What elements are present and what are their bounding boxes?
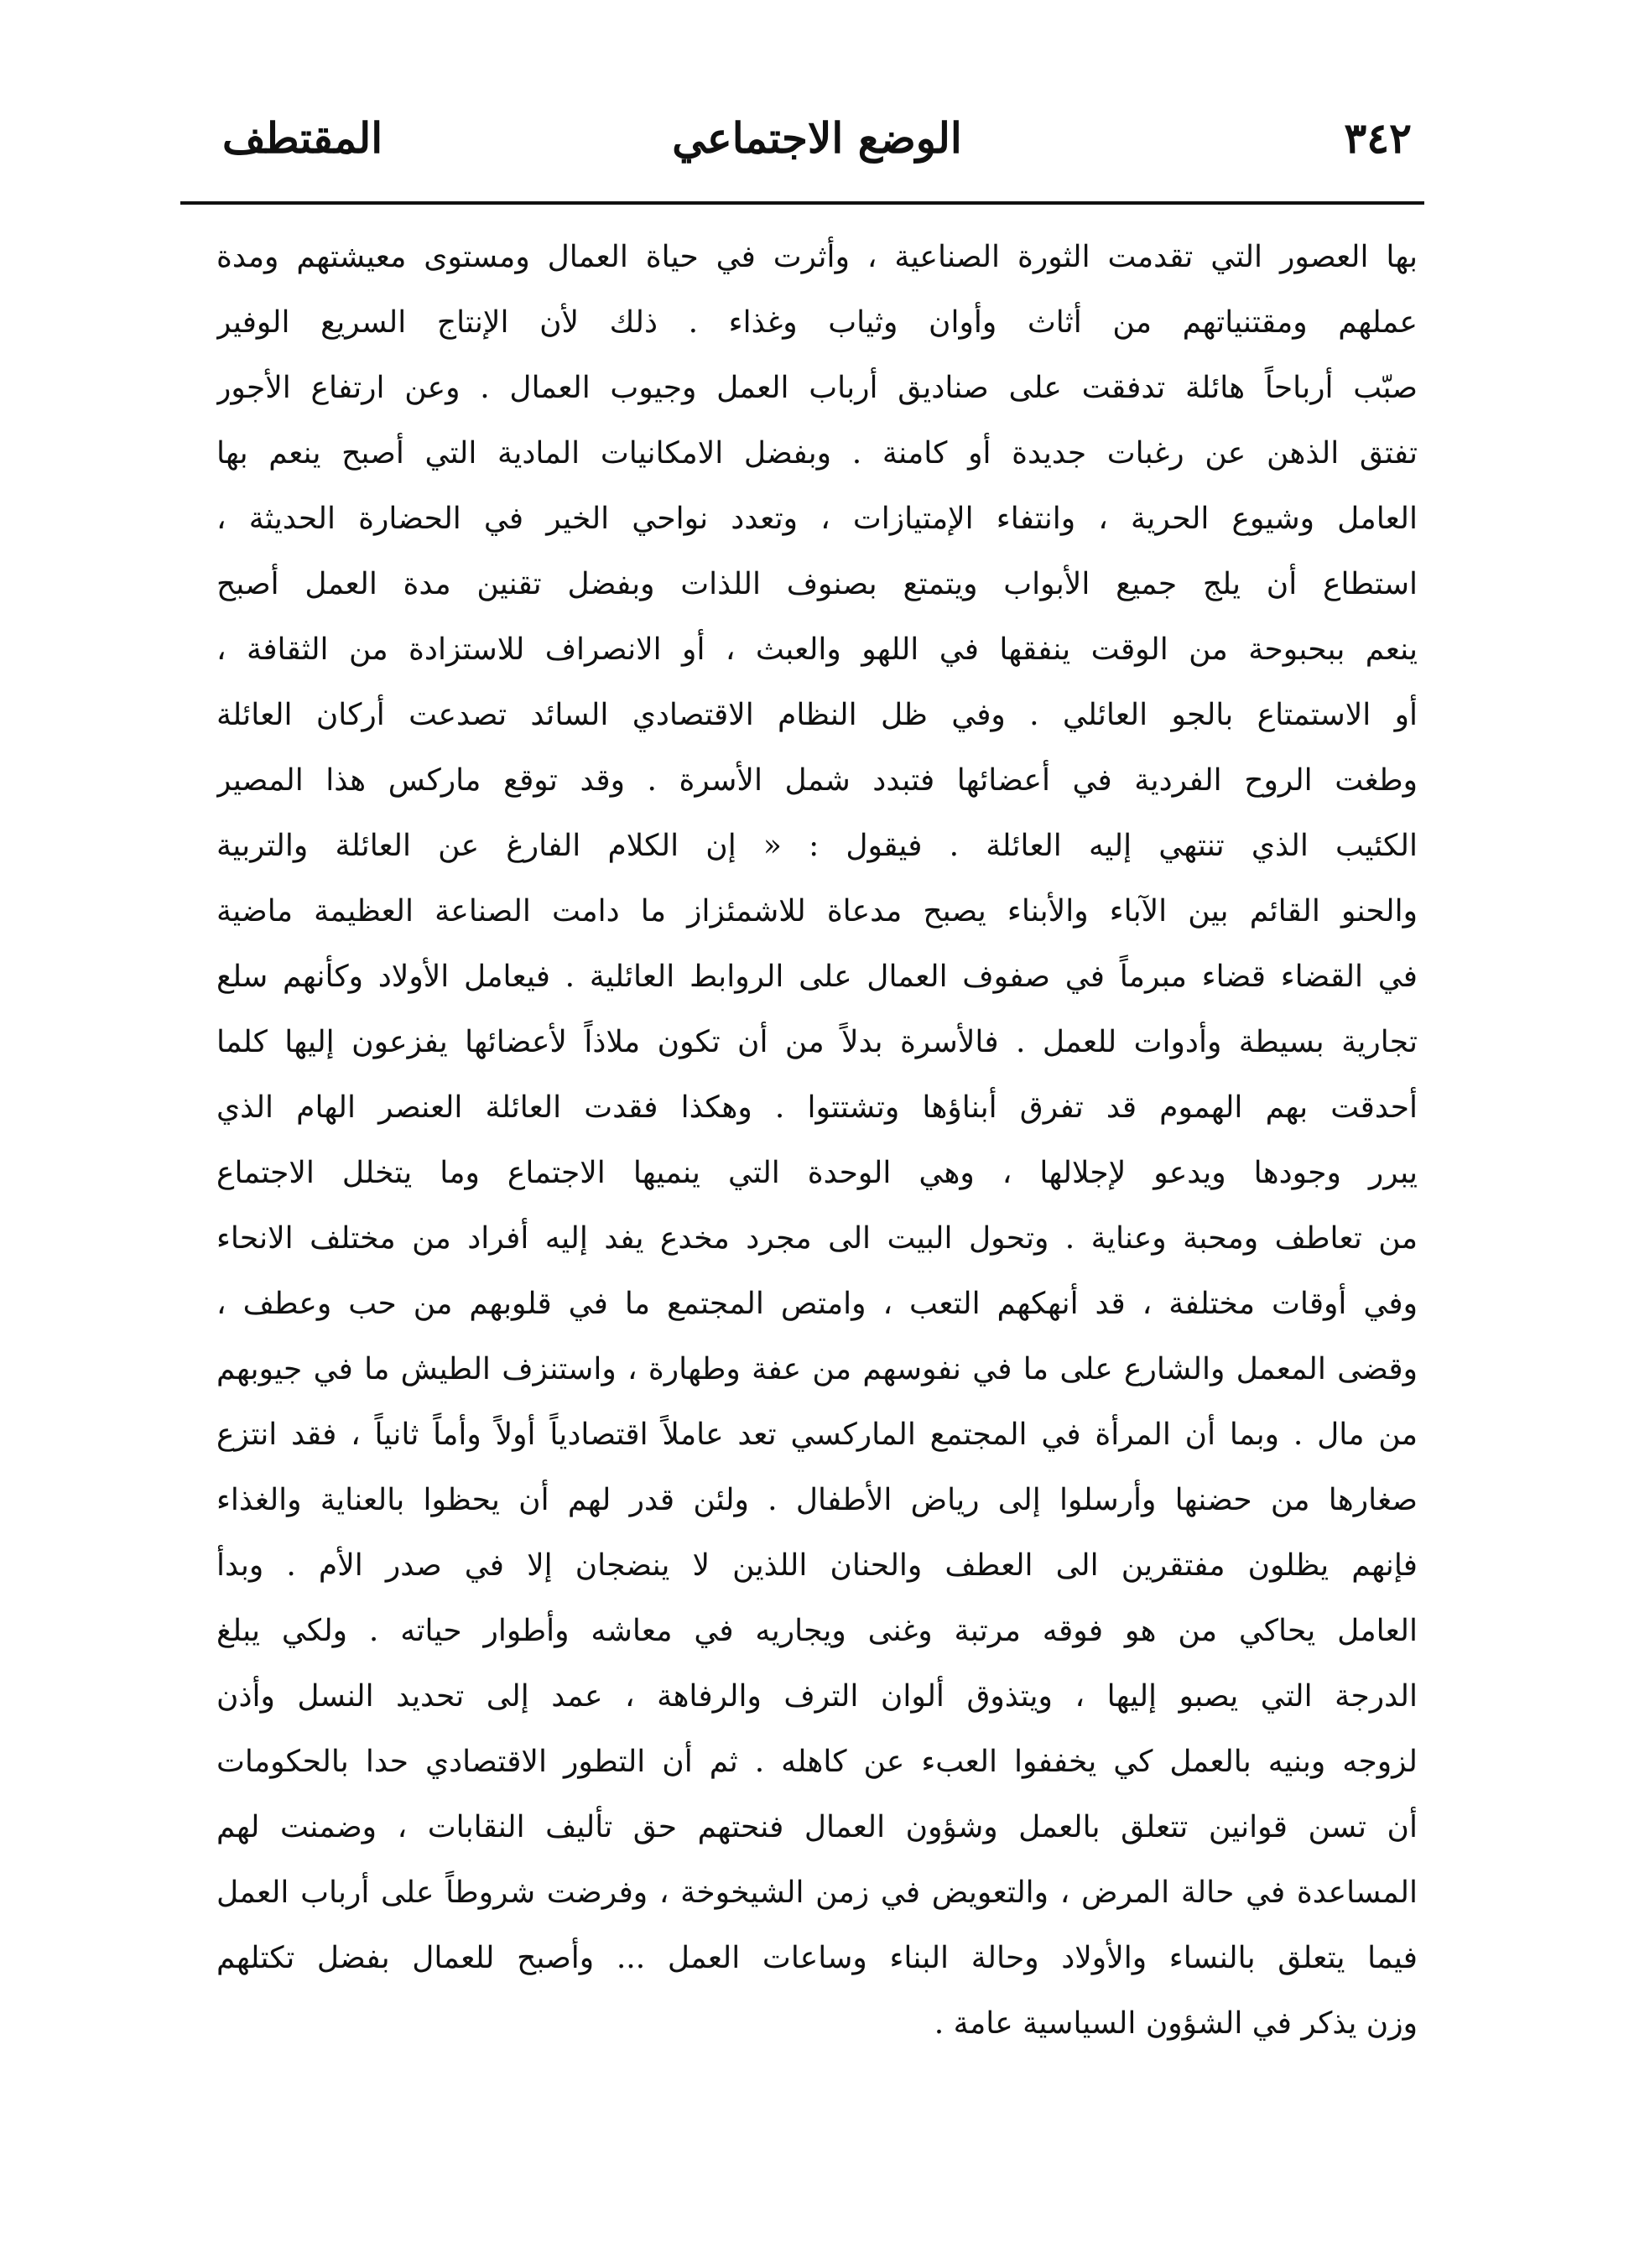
text-line: وزن يذكر في الشؤون السياسية عامة . [934,2006,1418,2041]
text-line: العامل يحاكي من هو فوقه مرتبة وغنى ويجاريه في معاشه وأطوار حياته . ولكي يبلغ [216,1614,1418,1648]
text-line: الكئيب الذي تنتهي إليه العائلة . فيقول : « إن الكلام الفارغ عن العائلة والتربية [216,829,1418,863]
text-line: صغارها من حضنها وأرسلوا إلى رياض الأطفال . ولئن قدر لهم أن يحظوا بالعناية والغذاء [216,1483,1418,1517]
text-line: أن تسن قوانين تتعلق بالعمل وشؤون العمال فنحتهم حق تأليف النقابات ، وضمنت لهم [216,1810,1418,1844]
text-line: وطغت الروح الفردية في أعضائها فتبدد شمل الأسرة . وقد توقع ماركس هذا المصير [216,763,1418,798]
text-line: استطاع أن يلج جميع الأبواب ويتمتع بصنوف اللذات وبفضل تقنين مدة العمل أصبح [216,567,1418,601]
text-line: يبرر وجودها ويدعو لإجلالها ، وهي الوحدة التي ينميها الاجتماع وما يتخلل الاجتماع [216,1156,1418,1190]
text-line: من مال . وبما أن المرأة في المجتمع الماركسي تعد عاملاً اقتصادياً أولاً وأماً ثانياً ، فقد انتزع [216,1418,1418,1452]
text-line: الدرجة التي يصبو إليها ، ويتذوق ألوان الترف والرفاهة ، عمد إلى تحديد النسل وأذن [216,1679,1418,1714]
text-line: فإنهم يظلون مفتقرين الى العطف والحنان اللذين لا ينضجان إلا في صدر الأم . وبدأ [216,1548,1418,1583]
text-line: لزوجه وبنيه بالعمل كي يخففوا العبء عن كاهله . ثم أن التطور الاقتصادي حدا بالحكومات [216,1745,1418,1779]
text-line: من تعاطف ومحبة وعناية . وتحول البيت الى مجرد مخدع يفد إليه أفراد من مختلف الانحاء [216,1221,1418,1256]
text-line: العامل وشيوع الحرية ، وانتفاء الإمتيازات ، وتعدد نواحي الخير في الحضارة الحديثة ، [216,502,1418,536]
text-line: أو الاستمتاع بالجو العائلي . وفي ظل النظام الاقتصادي السائد تصدعت أركان العائلة [216,698,1418,732]
text-line: تفتق الذهن عن رغبات جديدة أو كامنة . وبفضل الامكانيات المادية التي أصبح ينعم بها [216,436,1418,471]
text-line: صبّب أرباحاً هائلة تدفقت على صناديق أرباب العمل وجيوب العمال . وعن ارتفاع الأجور [216,371,1418,405]
page-number: ٣٤٢ [1344,113,1412,163]
text-line: تجارية بسيطة وأدوات للعمل . فالأسرة بدلاً من أن تكون ملاذاً لأعضائها يفزعون إليها كلما [216,1025,1418,1059]
text-line: في القضاء قضاء مبرماً في صفوف العمال على الروابط العائلية . فيعامل الأولاد وكأنهم سلع [216,960,1418,994]
text-line: أحدقت بهم الهموم قد تفرق أبناؤها وتشتتوا . وهكذا فقدت العائلة العنصر الهام الذي [216,1090,1418,1125]
text-line: وقضى المعمل والشارع على ما في نفوسهم من عفة وطهارة ، واستنزف الطيش ما في جيوبهم [216,1352,1418,1386]
body-text [216,225,1418,2057]
running-title: الوضع الاجتماعي [672,113,962,163]
page-header [193,105,1441,180]
text-line: عملهم ومقتنياتهم من أثاث وأوان وثياب وغذاء . ذلك لأن الإنتاج السريع الوفير [216,305,1418,340]
text-line: والحنو القائم بين الآباء والأبناء يصبح مدعاة للاشمئزاز ما دامت الصناعة العظيمة ماضية [216,894,1418,929]
journal-name: المقتطف [222,113,383,163]
header-rule [180,201,1424,205]
text-line: بها العصور التي تقدمت الثورة الصناعية ، وأثرت في حياة العمال ومستوى معيشتهم ومدة [216,240,1418,274]
text-line: وفي أوقات مختلفة ، قد أنهكهم التعب ، وامتص المجتمع ما في قلوبهم من حب وعطف ، [216,1287,1418,1321]
text-line: فيما يتعلق بالنساء والأولاد وحالة البناء وساعات العمل ... وأصبح للعمال بفضل تكتلهم [216,1941,1418,1975]
text-line: ينعم ببحبوحة من الوقت ينفقها في اللهو والعبث ، أو الانصراف للاستزادة من الثقافة ، [216,632,1418,667]
text-line: المساعدة في حالة المرض ، والتعويض في زمن الشيخوخة ، وفرضت شروطاً على أرباب العمل [216,1875,1418,1910]
